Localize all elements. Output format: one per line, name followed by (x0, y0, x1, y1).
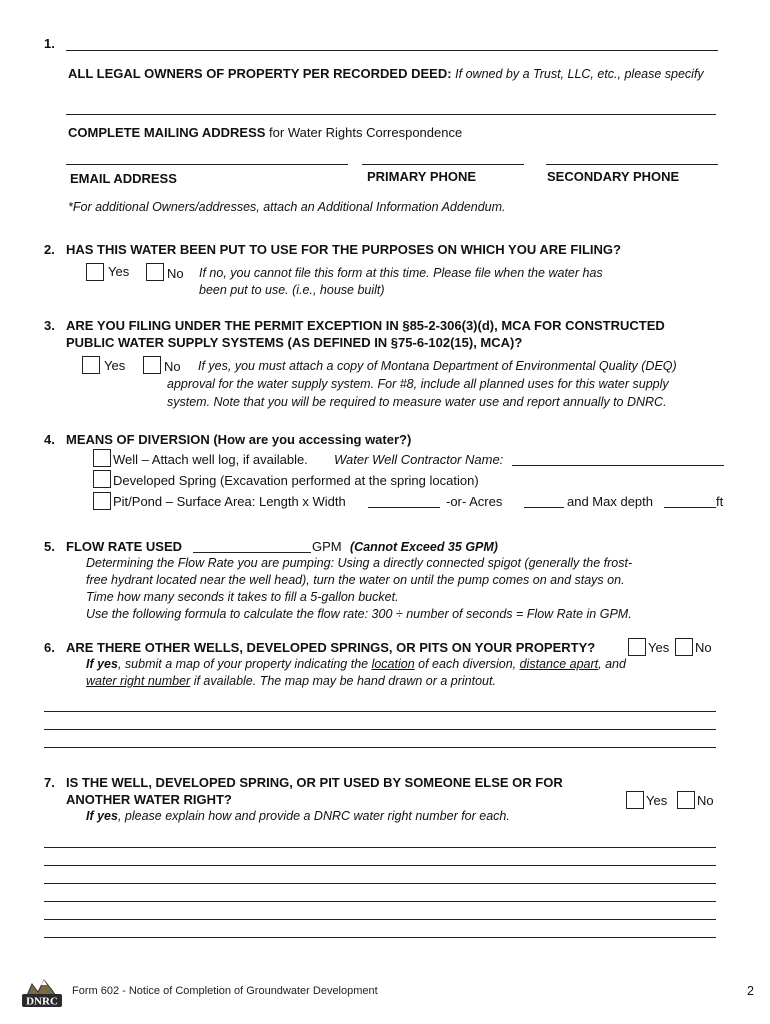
gpm-unit: GPM (312, 539, 342, 554)
q7-yes-checkbox[interactable] (626, 791, 644, 809)
q6-question: ARE THERE OTHER WELLS, DEVELOPED SPRINGS, OR PITS ON YOUR PROPERTY? (66, 640, 596, 655)
well-checkbox[interactable] (93, 449, 111, 467)
flow-rate-line[interactable] (193, 552, 311, 553)
q3-note-line2: approval for the water supply system. For #8, include all planned uses for this water supply (167, 377, 669, 391)
contractor-label: Water Well Contractor Name: (334, 452, 504, 467)
q7-yes-label: Yes (646, 793, 668, 808)
email-label: EMAIL ADDRESS (70, 171, 177, 186)
flow-rate-label: FLOW RATE USED (66, 539, 183, 554)
q6-yes-checkbox[interactable] (628, 638, 646, 656)
q7-answer-line[interactable] (44, 847, 716, 848)
q3-yes-checkbox[interactable] (82, 356, 100, 374)
q3-note-line1: If yes, you must attach a copy of Montana Department of Environmental Quality (DEQ) (198, 359, 677, 373)
q4-number: 4. (44, 432, 55, 447)
q7-answer-line[interactable] (44, 901, 716, 902)
q7-answer-line[interactable] (44, 865, 716, 866)
q3-question-line1: ARE YOU FILING UNDER THE PERMIT EXCEPTION IN §85-2-306(3)(d), MCA FOR CONSTRUCTED (66, 318, 665, 333)
primary-phone-label: PRIMARY PHONE (367, 169, 477, 184)
secondary-phone-label: SECONDARY PHONE (547, 169, 680, 184)
q2-yes-checkbox[interactable] (86, 263, 104, 281)
q6-yes-label: Yes (648, 640, 670, 655)
spring-checkbox[interactable] (93, 470, 111, 488)
mailing-label-text: COMPLETE MAILING ADDRESS (68, 125, 266, 140)
q4-question: MEANS OF DIVERSION (How are you accessing water?) (66, 432, 412, 447)
well-label: Well – Attach well log, if available. (113, 452, 308, 467)
contractor-name-line[interactable] (512, 465, 724, 466)
q7-note (86, 809, 510, 823)
q6-note-water-right: water right number (86, 674, 191, 688)
mailing-address-line[interactable] (66, 114, 716, 115)
q6-note-b: of each diversion, (414, 657, 520, 671)
depth-unit: ft (716, 494, 724, 509)
q7-note-text: , please explain how and provide a DNRC water right number for each. (117, 809, 510, 823)
primary-phone-line[interactable] (362, 164, 524, 165)
q5-note-line3: Time how many seconds it takes to fill a 5-gallon bucket. (86, 590, 399, 604)
q6-note-line1 (86, 657, 626, 671)
q5-number: 5. (44, 539, 55, 554)
secondary-phone-line[interactable] (546, 164, 718, 165)
q7-no-checkbox[interactable] (677, 791, 695, 809)
q3-question-line2: PUBLIC WATER SUPPLY SYSTEMS (AS DEFINED IN §75-6-102(15), MCA)? (66, 335, 523, 350)
q7-if-yes: If yes (86, 809, 118, 823)
q5-note-line4: Use the following formula to calculate the flow rate: 300 ÷ number of seconds = Flow Rate in GPM. (86, 607, 632, 621)
q2-yes-label: Yes (108, 264, 130, 279)
q7-answer-line[interactable] (44, 937, 716, 938)
q6-note-a: , submit a map of your property indicating the (117, 657, 372, 671)
q6-note-c: , and (598, 657, 626, 671)
q6-note-line2 (86, 674, 496, 688)
q1-number: 1. (44, 36, 55, 51)
length-width-line[interactable] (368, 507, 440, 508)
q3-note-line3: system. Note that you will be required to measure water use and report annually to DNRC. (167, 395, 667, 409)
q7-answer-line[interactable] (44, 919, 716, 920)
q2-no-checkbox[interactable] (146, 263, 164, 281)
owners-label (68, 66, 704, 81)
q7-answer-line[interactable] (44, 883, 716, 884)
dnrc-logo (20, 972, 64, 1012)
q6-if-yes: If yes (86, 657, 118, 671)
q5-note-line1: Determining the Flow Rate you are pumping: Using a directly connected spigot (generally the frost- (86, 556, 633, 570)
addendum-note: *For additional Owners/addresses, attach an Additional Information Addendum. (68, 200, 506, 214)
q7-no-label: No (697, 793, 714, 808)
max-depth-line[interactable] (664, 507, 716, 508)
q3-yes-label: Yes (104, 358, 126, 373)
owners-note: If owned by a Trust, LLC, etc., please specify (455, 67, 704, 81)
q6-number: 6. (44, 640, 55, 655)
max-depth-label: and Max depth (567, 494, 654, 509)
q3-no-checkbox[interactable] (143, 356, 161, 374)
q7-question-line1: IS THE WELL, DEVELOPED SPRING, OR PIT USED BY SOMEONE ELSE OR FOR (66, 775, 563, 790)
q6-answer-line[interactable] (44, 729, 716, 730)
q2-number: 2. (44, 242, 55, 257)
flow-limit: (Cannot Exceed 35 GPM) (350, 540, 498, 554)
form-title: Form 602 - Notice of Completion of Groundwater Development (72, 985, 378, 997)
q6-answer-line[interactable] (44, 747, 716, 748)
q3-no-label: No (164, 359, 181, 374)
q3-number: 3. (44, 318, 55, 333)
mailing-note: for Water Rights Correspondence (269, 125, 463, 140)
mailing-label (68, 125, 462, 140)
acres-label: -or- Acres (446, 494, 503, 509)
acres-line[interactable] (524, 507, 564, 508)
pit-label: Pit/Pond – Surface Area: Length x Width (113, 494, 346, 509)
q2-note-line1: If no, you cannot file this form at this time. Please file when the water has (199, 266, 603, 280)
q6-note-location: location (371, 657, 415, 671)
q2-question: HAS THIS WATER BEEN PUT TO USE FOR THE PURPOSES ON WHICH YOU ARE FILING? (66, 242, 621, 257)
pit-checkbox[interactable] (93, 492, 111, 510)
q7-number: 7. (44, 775, 55, 790)
spring-label: Developed Spring (Excavation performed at the spring location) (113, 473, 479, 488)
q2-no-label: No (167, 266, 184, 281)
owners-label-text: ALL LEGAL OWNERS OF PROPERTY PER RECORDED DEED: (68, 66, 452, 81)
q6-answer-line[interactable] (44, 711, 716, 712)
logo-text: DNRC (26, 995, 58, 1008)
page-number: 2 (747, 984, 754, 998)
q2-note-line2: been put to use. (i.e., house built) (199, 283, 385, 297)
email-line[interactable] (66, 164, 348, 165)
q7-question-line2: ANOTHER WATER RIGHT? (66, 792, 232, 807)
q5-note-line2: free hydrant located near the well head), turn the water on until the pump comes on and stays on. (86, 573, 625, 587)
q6-no-label: No (695, 640, 712, 655)
owner-name-line[interactable] (66, 50, 718, 51)
q6-no-checkbox[interactable] (675, 638, 693, 656)
q6-note-d: if available. The map may be hand drawn or a printout. (190, 674, 496, 688)
q6-note-distance: distance apart (519, 657, 599, 671)
